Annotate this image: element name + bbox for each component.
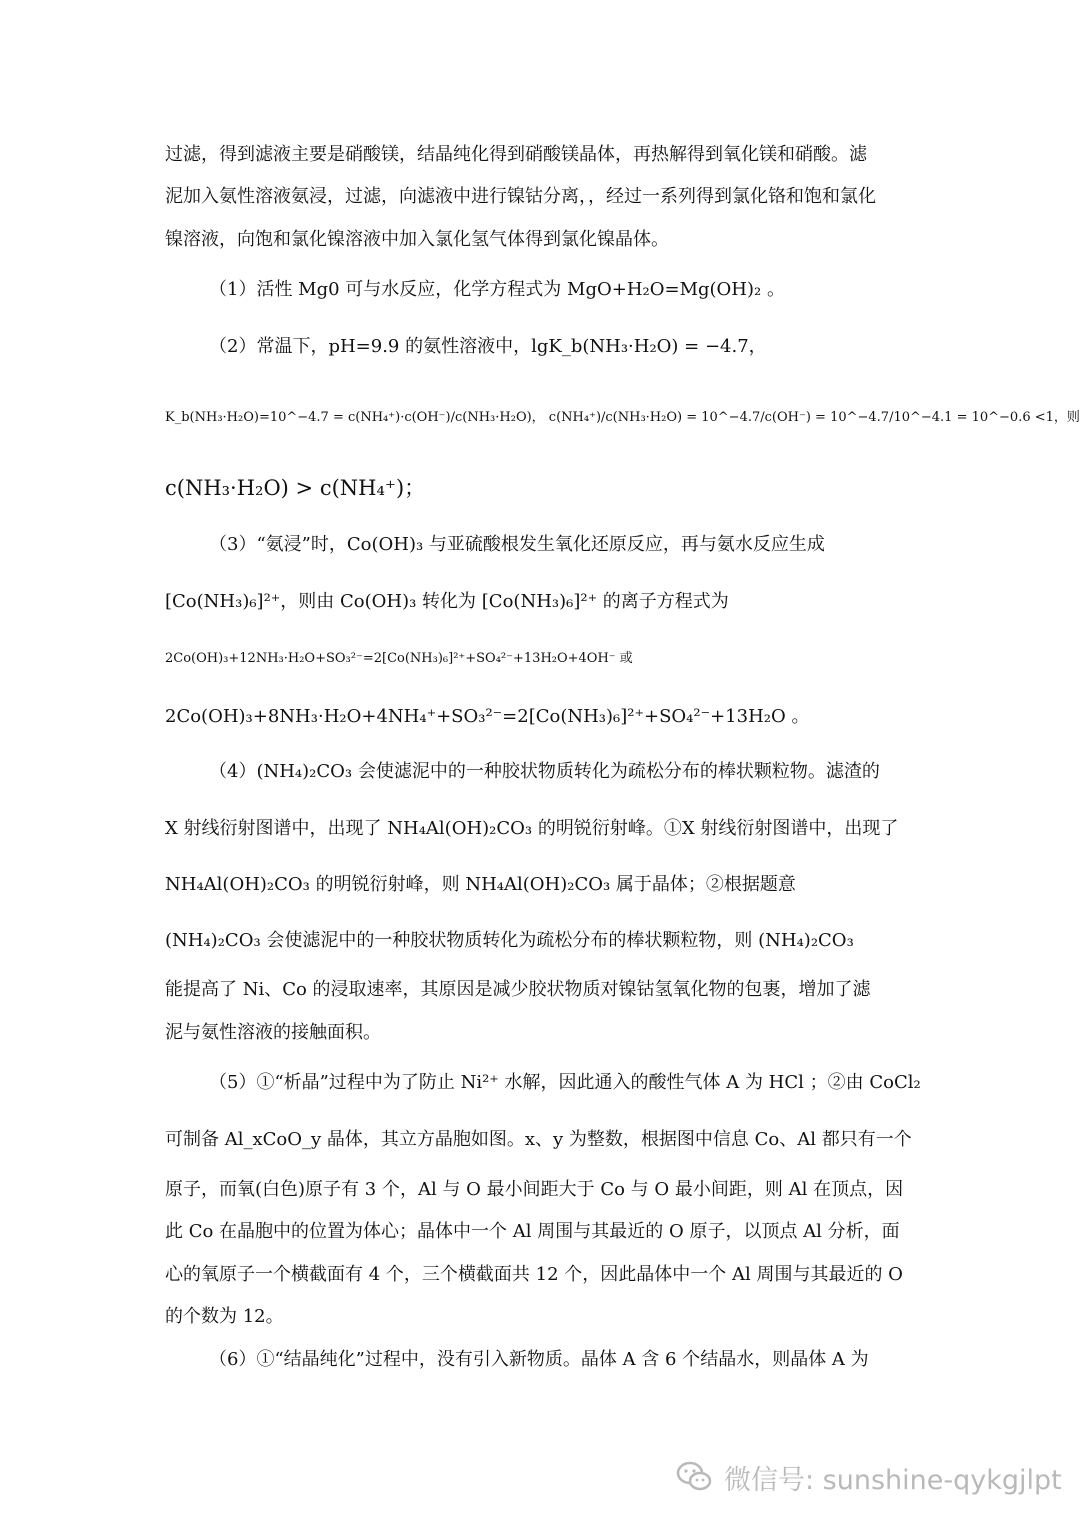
answer-3-equation-2: 2Co(OH)₃+8NH₃·H₂O+4NH₄⁺+SO₃²⁻=2[Co(NH₃)₆]²⁺+SO₄²⁻+13H₂O 。 <box>165 706 810 727</box>
wechat-icon <box>674 1457 714 1497</box>
intro-line-2: 泥加入氨性溶液氨浸，过滤，向滤液中进行镍钴分离，，经过一系列得到氯化铬和饱和氯化 <box>165 186 876 207</box>
answer-5-line-6: 的个数为 12。 <box>165 1306 284 1327</box>
intro-line-1: 过滤，得到滤液主要是硝酸镁，结晶纯化得到硝酸镁晶体，再热解得到氧化镁和硝酸。滤 <box>165 144 867 165</box>
intro-line-3: 镍溶液，向饱和氯化镍溶液中加入氯化氢气体得到氯化镍晶体。 <box>165 229 669 250</box>
wechat-watermark <box>674 1455 1062 1499</box>
answer-2-line-1: （2）常温下，pH=9.9 的氨性溶液中，lgK_b(NH₃·H₂O) = −4.7， <box>209 336 767 357</box>
answer-5-line-3: 原子，而氧(白色)原子有 3 个，Al 与 O 最小间距大于 Co 与 O 最小间距，则 Al 在顶点，因 <box>165 1179 904 1200</box>
watermark-text: 微信号: sunshine-qykgjlpt <box>724 1464 1062 1496</box>
answer-2-formula: K_b(NH₃·H₂O)=10^−4.7 = c(NH₄⁺)·c(OH⁻)/c(NH₃·H₂O)， c(NH₄⁺)/c(NH₃·H₂O) = 10^−4.7/c(OH⁻) = 10^−4.7/10^−4.1 = 10^−0.6 <1，则 <box>165 410 1080 425</box>
answer-5-line-1: （5）①“析晶”过程中为了防止 Ni²⁺ 水解，因此通入的酸性气体 A 为 HCl ；②由 CoCl₂ <box>209 1072 921 1093</box>
answer-4-line-6: 泥与氨性溶液的接触面积。 <box>165 1022 381 1043</box>
answer-5-line-4: 此 Co 在晶胞中的位置为体心；晶体中一个 Al 周围与其最近的 O 原子，以顶点 Al 分析，面 <box>165 1221 900 1242</box>
answer-3-equation-1: 2Co(OH)₃+12NH₃·H₂O+SO₃²⁻=2[Co(NH₃)₆]²⁺+SO₄²⁻+13H₂O+4OH⁻ 或 <box>165 651 633 666</box>
answer-4-line-5: 能提高了 Ni、Co 的浸取速率，其原因是减少胶状物质对镍钴氢氧化物的包裹，增加了滤 <box>165 979 871 1000</box>
answer-4-line-4: (NH₄)₂CO₃ 会使滤泥中的一种胶状物质转化为疏松分布的棒状颗粒物，则 (NH₄)₂CO₃ <box>165 930 854 951</box>
answer-3-line-1: （3）“氨浸”时，Co(OH)₃ 与亚硫酸根发生氧化还原反应，再与氨水反应生成 <box>209 534 825 555</box>
answer-4-line-3: NH₄Al(OH)₂CO₃ 的明锐衍射峰，则 NH₄Al(OH)₂CO₃ 属于晶体；②根据题意 <box>165 874 796 895</box>
answer-6: （6）①“结晶纯化”过程中，没有引入新物质。晶体 A 含 6 个结晶水，则晶体 A 为 <box>209 1349 869 1370</box>
answer-5-line-5: 心的氧原子一个横截面有 4 个，三个横截面共 12 个，因此晶体中一个 Al 周围与其最近的 O <box>165 1264 903 1285</box>
answer-5-line-2: 可制备 Al_xCoO_y 晶体，其立方晶胞如图。x、y 为整数，根据图中信息 Co、Al 都只有一个 <box>165 1129 912 1150</box>
answer-1: （1）活性 Mg0 可与水反应，化学方程式为 MgO+H₂O=Mg(OH)₂ 。 <box>209 279 785 300</box>
answer-3-line-2: [Co(NH₃)₆]²⁺，则由 Co(OH)₃ 转化为 [Co(NH₃)₆]²⁺ 的离子方程式为 <box>165 591 729 612</box>
answer-2-conclusion: c(NH₃·H₂O) > c(NH₄⁺)； <box>165 476 426 500</box>
answer-4-line-2: X 射线衍射图谱中，出现了 NH₄Al(OH)₂CO₃ 的明锐衍射峰。①X 射线衍射图谱中，出现了 <box>165 818 899 839</box>
answer-4-line-1: （4）(NH₄)₂CO₃ 会使滤泥中的一种胶状物质转化为疏松分布的棒状颗粒物。滤渣的 <box>209 761 880 782</box>
